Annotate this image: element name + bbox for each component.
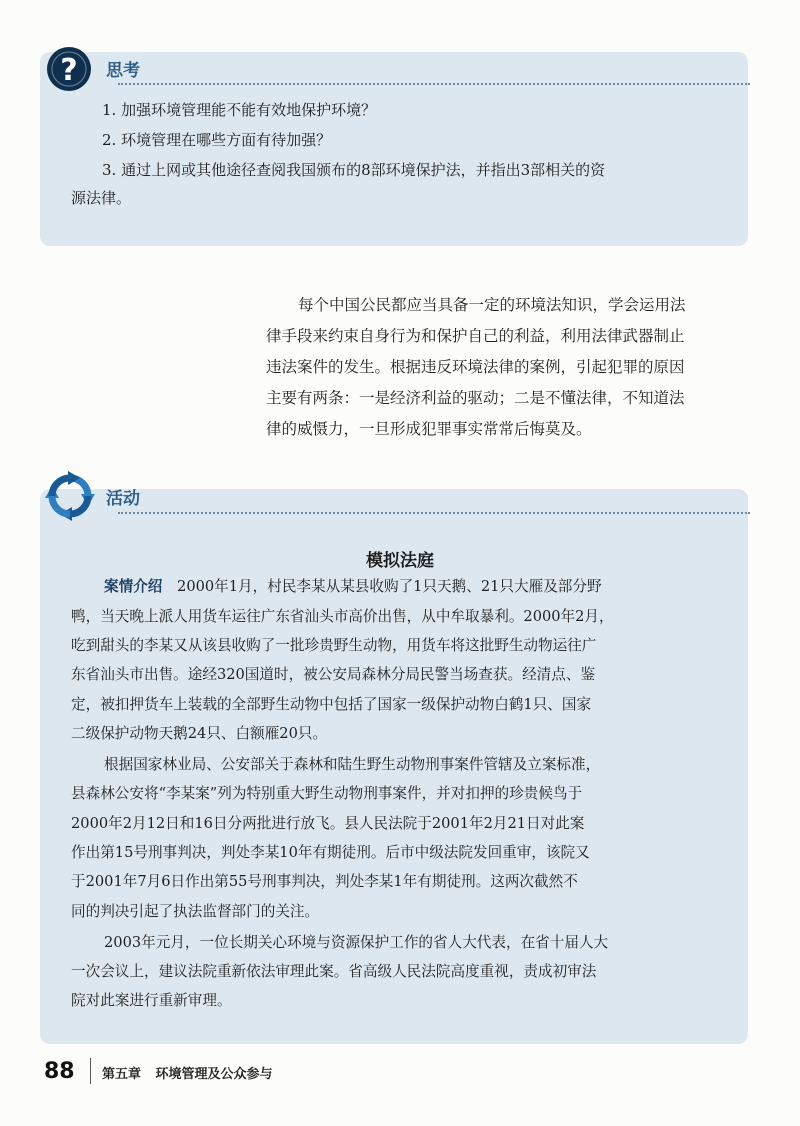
think-item-2: 2. 环境管理在哪些方面有待加强？ <box>102 131 332 149</box>
activity-line-10: 作出第15号刑事判决，判处李某10年有期徒刑。后市中级法院发回重审，该院又 <box>71 844 590 861</box>
activity-line-6: 二级保护动物天鹅24只、白额雁20只。 <box>71 725 328 742</box>
think-divider <box>118 83 750 85</box>
paragraph-line-2: 律手段来约束自身行为和保护自己的利益，利用法律武器制止 <box>266 327 685 345</box>
page-number: 88 <box>44 1059 75 1084</box>
paragraph-line-3: 违法案件的发生。根据违反环境法律的案例，引起犯罪的原因 <box>266 358 685 376</box>
activity-line-15: 院对此案进行重新审理。 <box>71 992 232 1009</box>
paragraph-line-5: 律的威慑力，一旦形成犯罪事实常常后悔莫及。 <box>266 420 592 438</box>
case-label: 案情介绍 <box>104 578 163 595</box>
activity-line-13: 2003年元月，一位长期关心环境与资源保护工作的省人大代表，在省十届人大 <box>104 934 609 951</box>
activity-heading: 模拟法庭 <box>366 551 434 571</box>
think-item-3: 3. 通过上网或其他途径查阅我国颁布的8部环境保护法，并指出3部相关的资 <box>102 161 606 179</box>
activity-line-9: 2000年2月12日和16日分两批进行放飞。县人民法院于2001年2月21日对此案 <box>71 815 585 832</box>
activity-line-7: 根据国家林业局、公安部关于森林和陆生野生动物刑事案件管辖及立案标准， <box>104 756 601 773</box>
chapter-title: 环境管理及公众参与 <box>155 1067 273 1082</box>
activity-line-1 <box>104 578 602 596</box>
case-text-1: 2000年1月，村民李某从某县收购了1只天鹅、21只大雁及部分野 <box>177 578 602 595</box>
think-item-3-cont: 源法律。 <box>71 189 132 207</box>
activity-title: 活动 <box>106 489 140 509</box>
activity-line-14: 一次会议上，建议法院重新依法审理此案。省高级人民法院高度重视，责成初审法 <box>71 963 597 980</box>
paragraph-line-4: 主要有两条：一是经济利益的驱动；二是不懂法律，不知道法 <box>266 389 685 407</box>
activity-line-5: 定，被扣押货车上装载的全部野生动物中包括了国家一级保护动物白鹤1只、国家 <box>71 696 592 713</box>
activity-line-12: 同的判决引起了执法监督部门的关注。 <box>71 903 320 920</box>
chapter-number: 第五章 <box>102 1067 142 1082</box>
footer-divider <box>90 1058 91 1084</box>
svg-text:?: ? <box>60 53 78 88</box>
think-item-1: 1. 加强环境管理能不能有效地保护环境？ <box>102 101 377 119</box>
activity-divider <box>118 512 750 514</box>
activity-line-11: 于2001年7月6日作出第55号刑事判决，判处李某1年有期徒刑。这两次截然不 <box>71 873 578 890</box>
footer-chapter <box>102 1063 273 1082</box>
paragraph-line-1: 每个中国公民都应当具备一定的环境法知识，学会运用法 <box>298 296 686 314</box>
activity-line-2: 鸭，当天晚上派人用货车运往广东省汕头市高价出售，从中牟取暴利。2000年2月， <box>71 608 614 625</box>
cycle-arrows-icon <box>44 470 96 522</box>
question-mark-icon <box>44 44 94 94</box>
think-title: 思考 <box>106 61 140 81</box>
activity-line-8: 县森林公安将“李某案”列为特别重大野生动物刑事案件，并对扣押的珍贵候鸟于 <box>71 785 583 802</box>
activity-line-4: 东省汕头市出售。途经320国道时，被公安局森林分局民警当场查获。经清点、鉴 <box>71 666 596 683</box>
activity-line-3: 吃到甜头的李某又从该县收购了一批珍贵野生动物，用货车将这批野生动物运往广 <box>71 637 597 654</box>
think-box <box>40 52 748 246</box>
